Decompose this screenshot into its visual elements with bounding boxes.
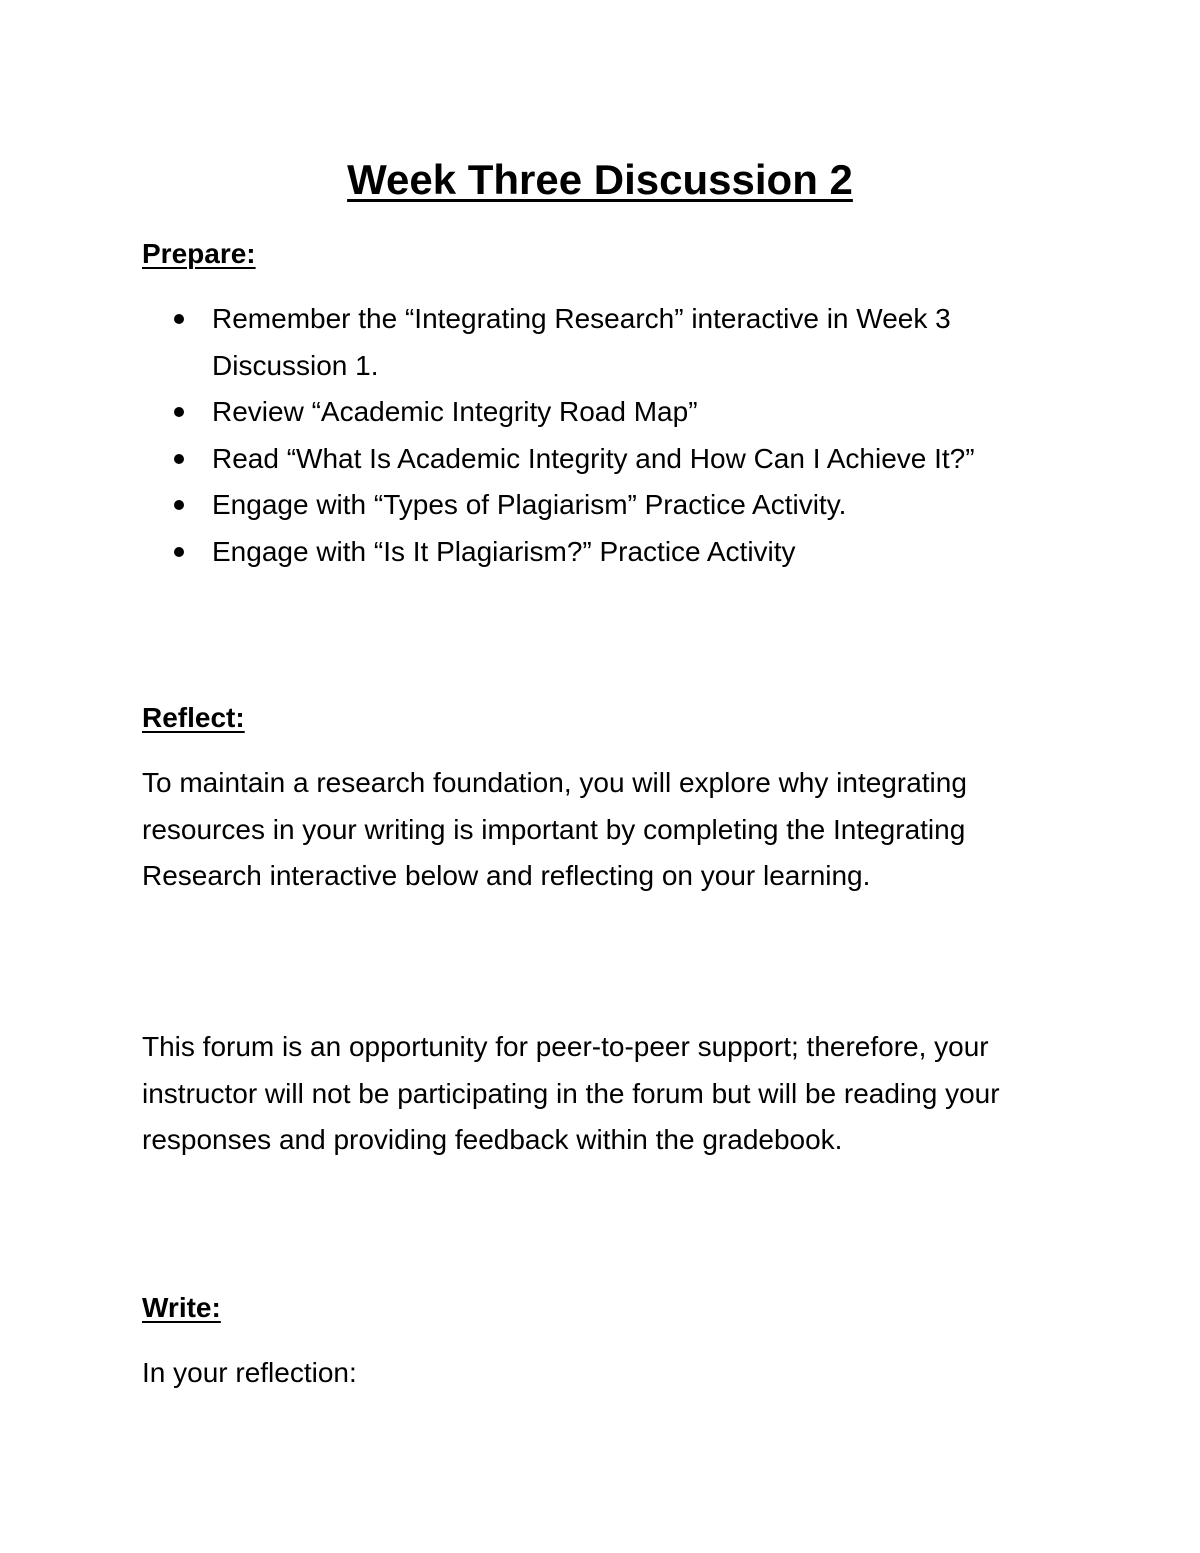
list-item-text: Engage with “Is It Plagiarism?” Practice Activity: [212, 535, 796, 567]
list-item-text: Engage with “Types of Plagiarism” Practice Activity.: [212, 489, 847, 520]
list-item: [142, 389, 1062, 436]
write-intro: In your reflection:: [142, 1357, 357, 1388]
bullet-icon: [174, 407, 184, 417]
page-title: Week Three Discussion 2: [347, 156, 853, 203]
bullet-icon: [174, 500, 184, 510]
list-item: [142, 436, 1062, 483]
list-item-text: Remember the “Integrating Research” interactive in Week 3 Discussion 1.: [212, 303, 951, 381]
list-item-text: Review “Academic Integrity Road Map”: [212, 396, 698, 427]
prepare-heading: Prepare:: [142, 238, 256, 269]
bullet-icon: [174, 547, 184, 557]
bullet-icon: [174, 314, 184, 324]
list-item: [142, 482, 1062, 529]
list-item: [142, 296, 1062, 389]
forum-paragraph: This forum is an opportunity for peer-to-peer support; therefore, your instructor will not be participating in the forum but will be reading your responses and providing feedback within the gradebook.: [142, 1031, 1000, 1155]
list-item-text: Read “What Is Academic Integrity and How Can I Achieve It?”: [212, 442, 975, 474]
prepare-list: [142, 296, 1062, 575]
write-heading: Write:: [142, 1292, 221, 1323]
reflect-heading: Reflect:: [142, 702, 245, 733]
reflect-paragraph: To maintain a research foundation, you will explore why integrating resources in your writing is important by completing the Integrating Research interactive below and reflecting on your learning.: [142, 767, 967, 891]
bullet-icon: [174, 454, 184, 464]
list-item: [142, 529, 1062, 576]
